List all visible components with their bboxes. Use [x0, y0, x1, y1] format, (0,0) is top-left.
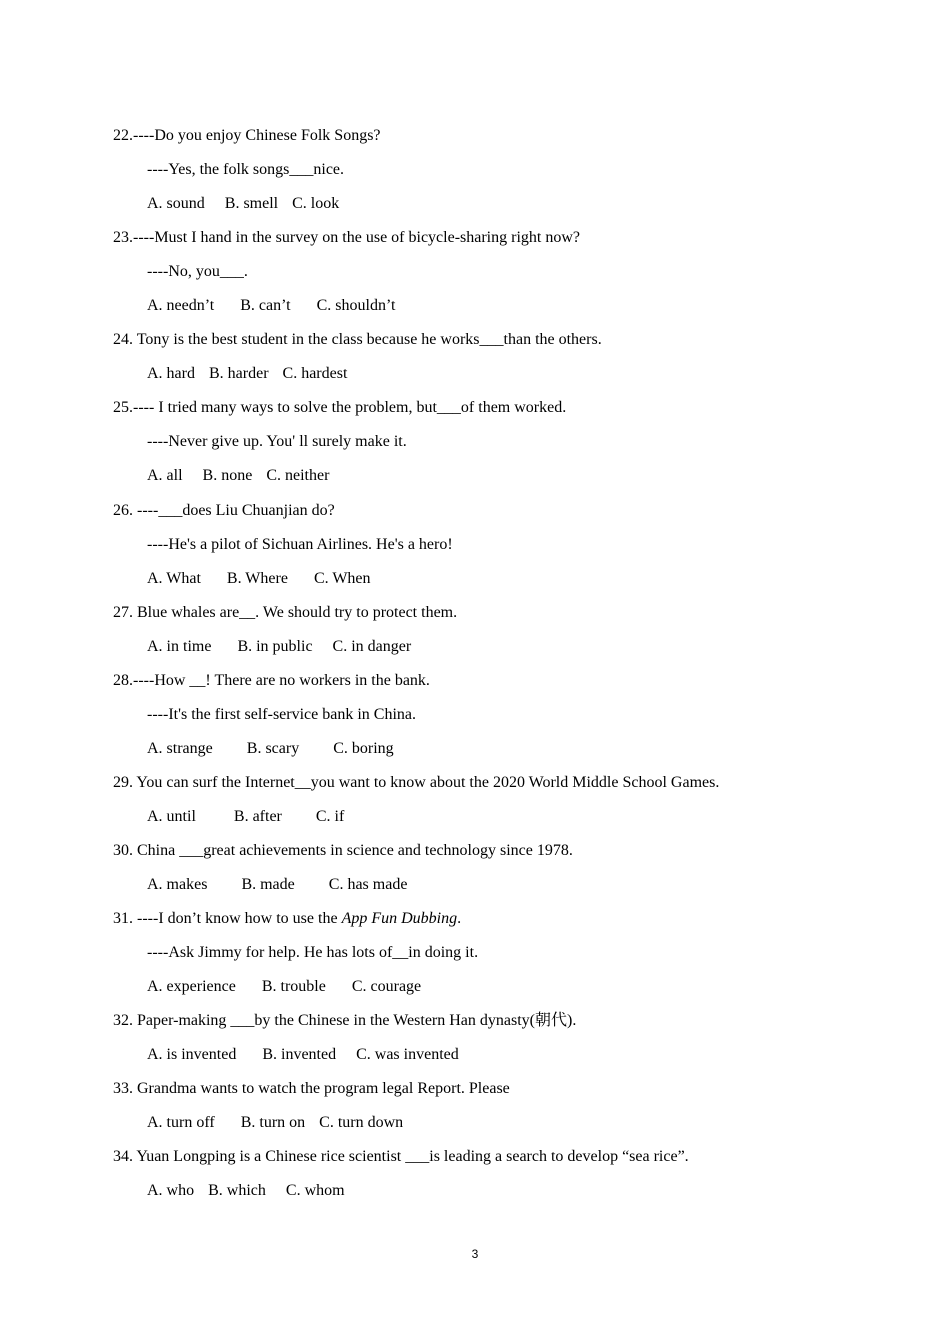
- option-b: B. turn on: [240, 1114, 306, 1132]
- page-number: 3: [471, 1247, 479, 1261]
- option-b: B. can’t: [240, 297, 291, 315]
- option-a: A. who: [147, 1182, 195, 1200]
- option-a: A. until: [147, 807, 196, 825]
- option-b: B. invented: [262, 1046, 337, 1064]
- question-33-stem: 33. Grandma wants to watch the program legal Report. Please: [113, 1080, 510, 1098]
- question-33-options: [113, 1111, 833, 1145]
- option-c: C. When: [313, 569, 371, 587]
- question-27-options: [113, 635, 833, 669]
- question-34-stem: 34. Yuan Longping is a Chinese rice scientist ___is leading a search to develop “sea rice”.: [113, 1148, 689, 1166]
- question-31-reply: ----Ask Jimmy for help. He has lots of__in doing it.: [147, 944, 479, 962]
- option-c: C. boring: [333, 739, 394, 757]
- option-c: C. shouldn’t: [316, 297, 396, 315]
- option-c: C. hardest: [282, 365, 348, 383]
- option-b: B. made: [241, 876, 295, 894]
- question-29-options: [113, 805, 833, 839]
- option-b: B. harder: [208, 365, 269, 383]
- question-34-options: [113, 1179, 833, 1213]
- option-b: B. after: [233, 807, 282, 825]
- question-22-options: [113, 192, 833, 226]
- option-a: A. in time: [147, 637, 212, 655]
- option-c: C. if: [315, 807, 345, 825]
- option-b: B. none: [202, 467, 253, 485]
- question-27-stem: 27. Blue whales are__. We should try to protect them.: [113, 603, 458, 621]
- question-28-stem: 28.----How __! There are no workers in the bank.: [113, 671, 430, 689]
- question-22-stem: 22.----Do you enjoy Chinese Folk Songs?: [113, 127, 381, 144]
- option-c: C. in danger: [332, 637, 412, 655]
- option-b: B. smell: [224, 195, 279, 213]
- option-a: A. turn off: [147, 1114, 215, 1132]
- option-c: C. turn down: [319, 1114, 404, 1132]
- question-24-stem: 24. Tony is the best student in the class because he works___than the others.: [113, 331, 602, 349]
- option-a: A. needn’t: [147, 297, 215, 315]
- option-a: A. makes: [147, 876, 208, 894]
- option-a: A. is invented: [147, 1046, 237, 1064]
- option-c: C. was invented: [356, 1046, 459, 1064]
- option-a: A. sound: [147, 195, 205, 213]
- question-23-stem: 23.----Must I hand in the survey on the use of bicycle-sharing right now?: [113, 229, 580, 247]
- question-list: [113, 124, 833, 1214]
- question-31-options: [113, 975, 833, 1009]
- question-29-stem: 29. You can surf the Internet__you want to know about the 2020 World Middle School Games.: [113, 773, 720, 791]
- option-c: C. courage: [351, 978, 422, 996]
- question-25-stem: 25.---- I tried many ways to solve the problem, but___of them worked.: [113, 399, 567, 417]
- question-25-reply: ----Never give up. You' ll surely make it.: [147, 433, 407, 451]
- question-30-options: [113, 873, 833, 907]
- question-26-reply: ----He's a pilot of Sichuan Airlines. He's a hero!: [147, 535, 453, 553]
- question-31-stem: [113, 907, 833, 941]
- option-c: C. neither: [266, 467, 330, 485]
- question-32-options: [113, 1043, 833, 1077]
- option-a: A. all: [147, 467, 183, 485]
- option-a: A. hard: [147, 365, 195, 383]
- question-22-reply: ----Yes, the folk songs___nice.: [147, 161, 345, 179]
- option-a: A. strange: [147, 739, 213, 757]
- question-31-stem-end: .: [457, 910, 462, 928]
- option-b: B. in public: [237, 637, 313, 655]
- option-a: A. What: [147, 569, 201, 587]
- app-name: App Fun Dubbing: [341, 910, 458, 928]
- question-24-options: [113, 362, 833, 396]
- question-28-options: [113, 737, 833, 771]
- option-b: B. Where: [226, 569, 288, 587]
- option-b: B. scary: [246, 739, 300, 757]
- question-23-options: [113, 294, 833, 328]
- option-b: B. which: [208, 1182, 266, 1200]
- option-c: C. has made: [328, 876, 408, 894]
- question-31-stem-text: 31. ----I don’t know how to use the: [113, 910, 342, 928]
- question-26-stem: 26. ----___does Liu Chuanjian do?: [113, 501, 335, 519]
- option-c: C. whom: [285, 1182, 345, 1200]
- question-23-reply: ----No, you___.: [147, 263, 248, 281]
- question-25-options: [113, 464, 833, 498]
- question-26-options: [113, 567, 833, 601]
- question-32-stem: 32. Paper-making ___by the Chinese in the Western Han dynasty(朝代).: [113, 1012, 577, 1030]
- option-b: B. trouble: [261, 978, 326, 996]
- option-a: A. experience: [147, 978, 236, 996]
- question-30-stem: 30. China ___great achievements in science and technology since 1978.: [113, 841, 573, 859]
- option-c: C. look: [292, 195, 340, 213]
- question-28-reply: ----It's the first self-service bank in China.: [147, 705, 417, 723]
